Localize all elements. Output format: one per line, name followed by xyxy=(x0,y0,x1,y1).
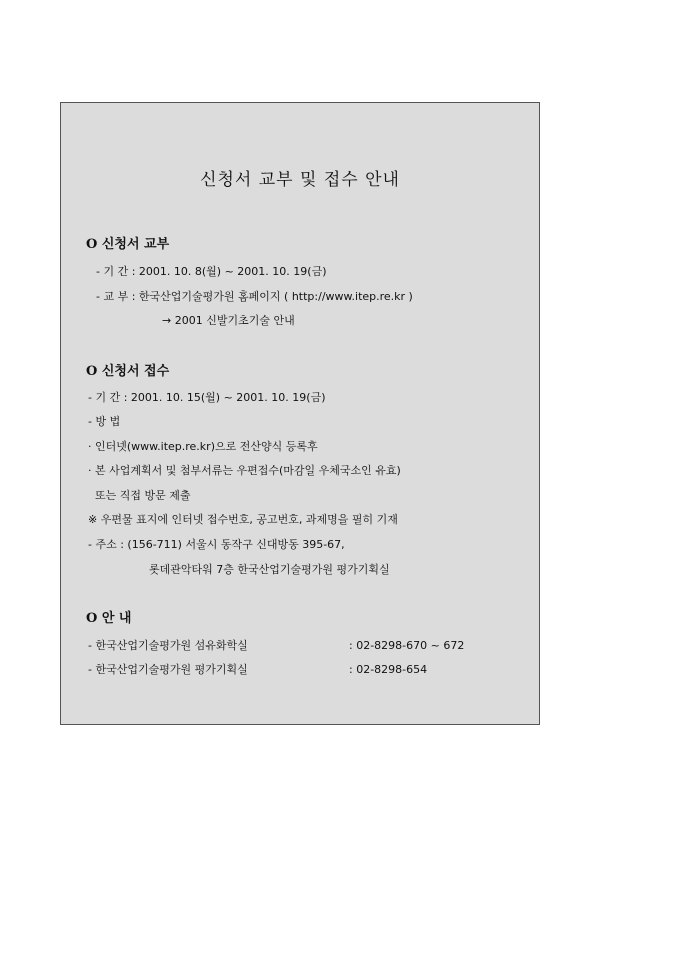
contact-phone: : 02-8298-670 ~ 672 xyxy=(349,639,465,652)
section-heading-receipt: O 신청서 접수 xyxy=(86,364,170,379)
contact-name: - 한국산업기술평가원 섬유화학실 xyxy=(88,639,248,652)
issue-method: - 교 부 : 한국산업기술평가원 홈페이지 ( http://www.itep.re.kr ) xyxy=(96,290,413,303)
receipt-bullet-mail: · 본 사업계획서 및 첨부서류는 우편접수(마감일 우체국소인 유효) xyxy=(88,464,401,477)
page-title: 신청서 교부 및 접수 안내 xyxy=(200,170,400,190)
section-heading-issue: O 신청서 교부 xyxy=(86,237,170,252)
receipt-bullet-mail-cont: 또는 직접 방문 제출 xyxy=(95,489,191,502)
issue-period: - 기 간 : 2001. 10. 8(월) ~ 2001. 10. 19(금) xyxy=(96,265,327,278)
section-heading-info: O 안 내 xyxy=(86,611,132,626)
receipt-period: - 기 간 : 2001. 10. 15(월) ~ 2001. 10. 19(금) xyxy=(88,391,326,404)
contact-phone: : 02-8298-654 xyxy=(349,663,428,676)
receipt-address-cont: 롯데관악타워 7층 한국산업기술평가원 평가기획실 xyxy=(149,563,390,576)
receipt-note: ※ 우편물 표지에 인터넷 접수번호, 공고번호, 과제명을 필히 기재 xyxy=(88,513,398,526)
receipt-address: - 주소 : (156-711) 서울시 동작구 신대방동 395-67, xyxy=(88,538,345,551)
notice-box xyxy=(60,102,540,725)
receipt-method: - 방 법 xyxy=(88,415,121,428)
issue-method-sub: → 2001 신발기초기술 안내 xyxy=(162,314,295,327)
contact-name: - 한국산업기술평가원 평가기획실 xyxy=(88,663,248,676)
receipt-bullet-online: · 인터넷(www.itep.re.kr)으로 전산양식 등록후 xyxy=(88,440,318,453)
